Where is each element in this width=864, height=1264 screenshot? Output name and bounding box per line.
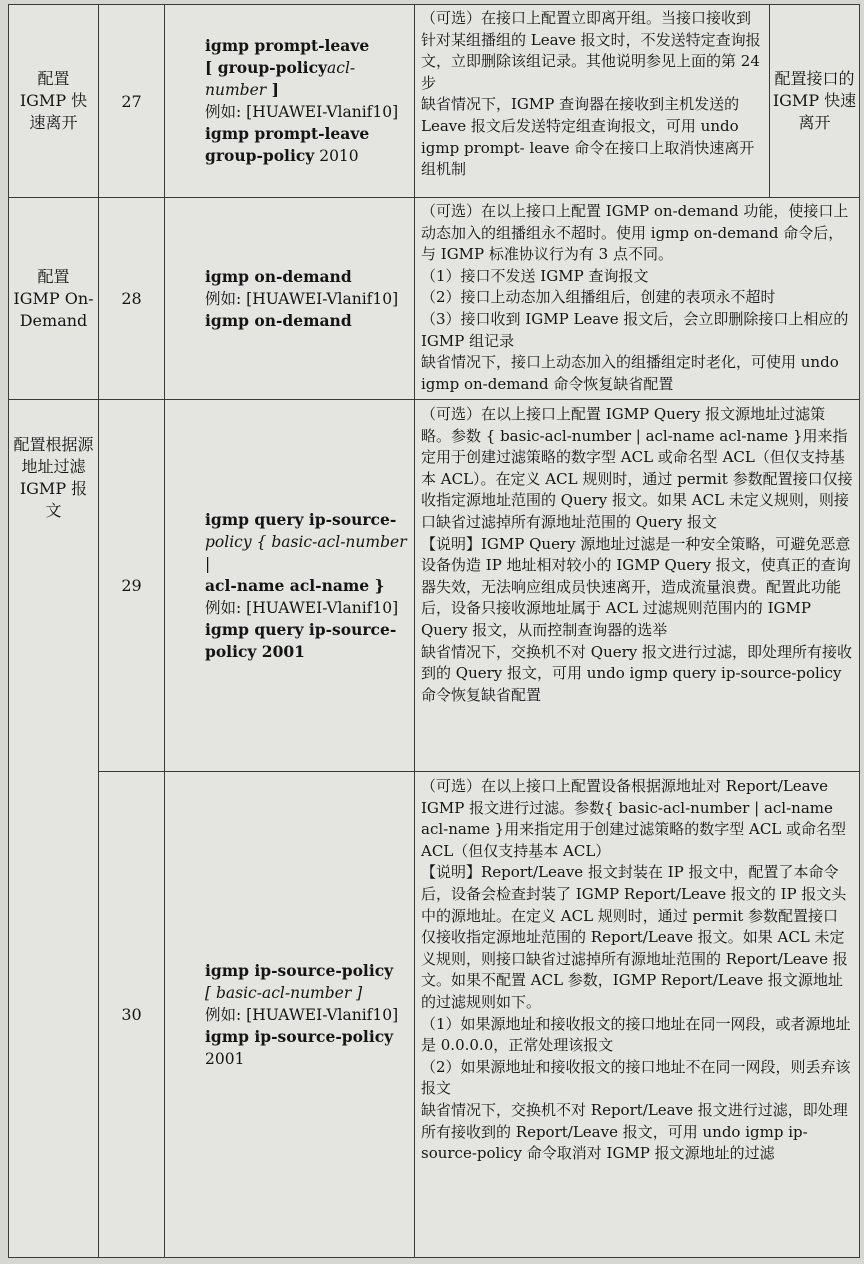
- operation-cell-29: [9, 400, 99, 1258]
- table-row-27: [9, 5, 860, 198]
- note-label: 配置接口的 IGMP 快速离开: [772, 69, 857, 132]
- table-row-30: [9, 772, 860, 1258]
- description-cell-29: （可选）在以上接口上配置 IGMP Query 报文源地址过滤策略。参数 { basic-acl-number | acl-name acl-name }用来指定用于创建过滤策略的数字型 ACL 或命名型 ACL（但仅支持基本 ACL）。在定义 ACL 规则时，通过 permit 参数配置接口仅接收指定源地址范围的 Query 报文。如果 ACL 未定义规则，则接口缺省过滤掉所有源地址范围的 Query 报文 【说明】IGMP Query 源地址过滤是一种安全策略，可避免恶意设备伪造 IP 地址相对较小的 IGMP Query 报文，使真正的查询器失效，无法响应组成员快速离开，造成流量浪费。配置此功能后，设备只接收源地址属于 ACL 过滤规则范围内的 IGMP Query 报文，从而控制查询器的选举 缺省情况下，交换机不对 Query 报文进行过滤，即处理所有接收到的 Query 报文，可用 undo igmp query ip-source-policy 命令恢复缺省配置: [415, 400, 860, 772]
- cmd-text: igmp prompt-leave: [205, 36, 370, 55]
- step-cell-28: 28: [99, 198, 165, 400]
- command-cell-29: igmp query ip-source- policy { basic-acl-number | acl-name acl-name } 例如: [HUAWEI-Vlanif10] igmp query ip-source- policy 2001: [165, 400, 415, 772]
- command-cell-28: igmp on-demand 例如: [HUAWEI-Vlanif10] igmp on-demand: [165, 198, 415, 400]
- config-table: [8, 4, 860, 1258]
- table-row-29: [9, 400, 860, 772]
- description-cell-27: [415, 5, 770, 198]
- operation-label: 配置 IGMP On-Demand: [13, 266, 94, 330]
- table-row-28: [9, 198, 860, 400]
- description-paragraph: 缺省情况下，IGMP 查询器在接收到主机发送的 Leave 报文后发送特定组查询报文，可用 undo igmp prompt- leave 命令在接口上取消快速离开组机制: [421, 95, 755, 179]
- description-cell-30: （可选）在以上接口上配置设备根据源地址对 Report/Leave IGMP 报文进行过滤。参数{ basic-acl-number | acl-name acl-name }用来指定用于创建过滤策略的数字型 ACL 或命名型 ACL（但仅支持基本 ACL） 【说明】Report/Leave 报文封装在 IP 报文中，配置了本命令后，设备会检查封装了 IGMP Report/Leave 报文的 IP 报文头中的源地址。在定义 ACL 规则时，通过 permit 参数配置接口仅接收指定源地址范围的 Report/Leave 报文。如果 ACL 未定义规则，则接口缺省过滤掉所有源地址范围的 Report/Leave 报文。如果不配置 ACL 参数，IGMP Report/Leave 报文源地址的过滤规则如下。 （1）如果源地址和接收报文的接口地址在同一网段，或者源地址是 0.0.0.0，正常处理该报文 （2）如果源地址和接收报文的接口地址不在同一网段，则丢弃该报文 缺省情况下，交换机不对 Report/Leave 报文进行过滤，即处理所有接收到的 Report/Leave 报文，可用 undo igmp ip-source-policy 命令取消对 IGMP 报文源地址的过滤: [415, 772, 860, 1258]
- description-paragraph: （可选）在接口上配置立即离开组。当接口接收到针对某组播组的 Leave 报文时，不发送特定查询报文，立即删除该组记录。其他说明参见上面的第 24 步: [421, 9, 761, 92]
- note-cell-27: [770, 5, 860, 198]
- step-cell-30: 30: [99, 772, 165, 1258]
- operation-cell-28: [9, 198, 99, 400]
- operation-label: 配置 IGMP 快速离开: [19, 69, 88, 132]
- operation-cell-27: [9, 5, 99, 198]
- command-cell-27: igmp prompt-leave [ group-policyacl-number ] 例如: [HUAWEI-Vlanif10] igmp prompt-leave group-policy 2010: [165, 5, 415, 198]
- step-cell-29: 29: [99, 400, 165, 772]
- command-cell-30: igmp ip-source-policy [ basic-acl-number ] 例如: [HUAWEI-Vlanif10] igmp ip-source-policy 2001: [165, 772, 415, 1258]
- description-cell-28: （可选）在以上接口上配置 IGMP on-demand 功能，使接口上动态加入的组播组永不超时。使用 igmp on-demand 命令后，与 IGMP 标准协议行为有 3 点不同。 （1）接口不发送 IGMP 查询报文 （2）接口上动态加入组播组后，创建的表项永不超时 （3）接口收到 IGMP Leave 报文后，会立即删除接口上相应的 IGMP 组记录 缺省情况下，接口上动态加入的组播组定时老化，可使用 undo igmp on-demand 命令恢复缺省配置: [415, 198, 860, 400]
- step-cell-27: 27: [99, 5, 165, 198]
- operation-label: 配置根据源地址过滤 IGMP 报文: [13, 435, 94, 520]
